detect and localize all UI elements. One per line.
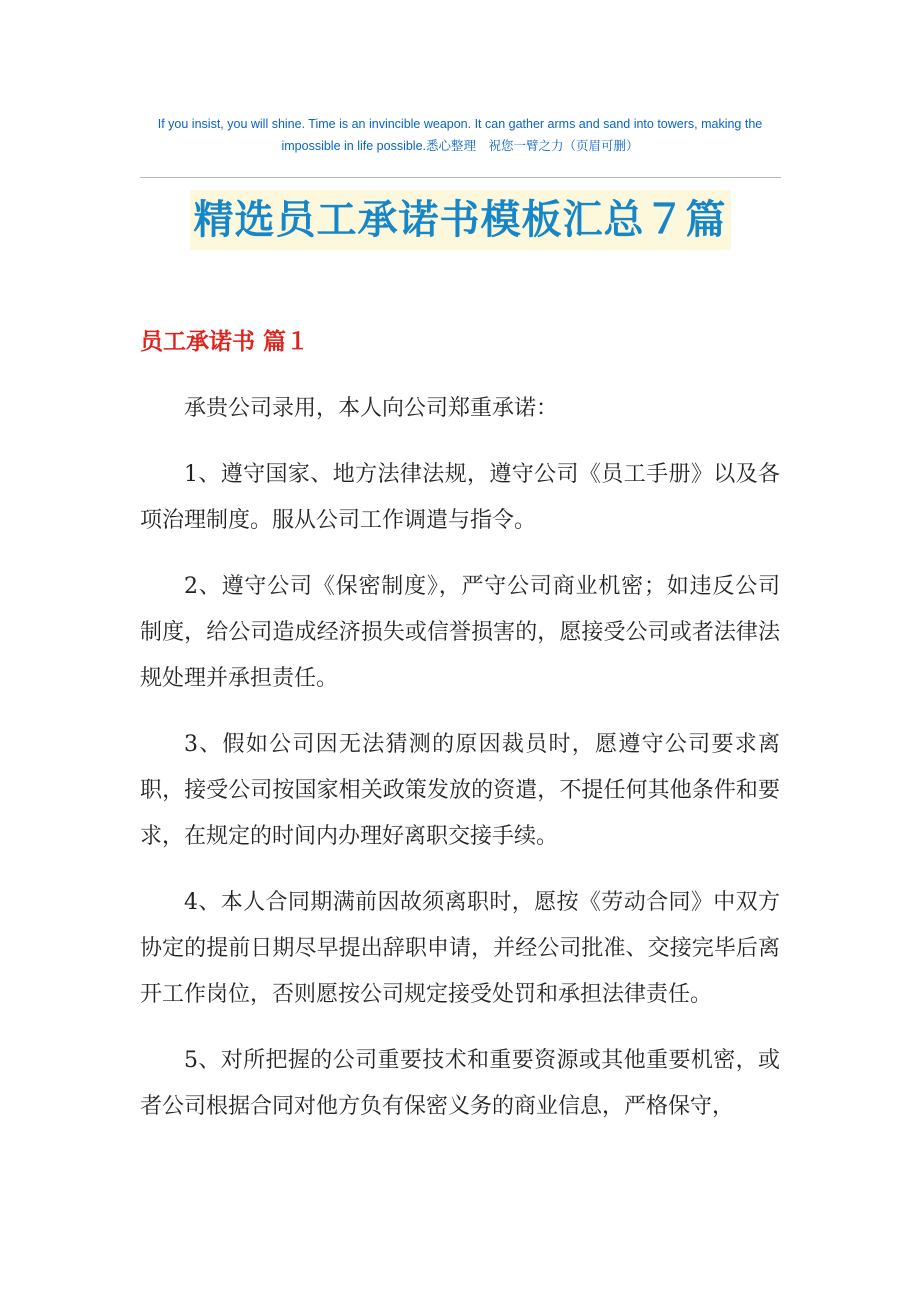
title-container [0,190,920,250]
paragraph-item-2: 2、遵守公司《保密制度》，严守公司商业机密；如违反公司制度，给公司造成经济损失或信誉损害的，愿接受公司或者法律法规处理并承担责任。 [140,574,780,691]
paragraph-item-3: 3、假如公司因无法猜测的原因裁员时，愿遵守公司要求离职，接受公司按国家相关政策发放的资遣，不提任何其他条件和要求，在规定的时间内办理好离职交接手续。 [140,732,780,849]
section-heading: 员工承诺书 篇１ [140,328,310,355]
header-quote-line-2: impossible in life possible.悉心整理 祝您一臂之力（页眉可删） [281,139,639,153]
paragraph-item-5: 5、对所把握的公司重要技术和重要资源或其他重要机密，或者公司根据合同对他方负有保密义务的商业信息，严格保守， [140,1048,780,1119]
document-body [140,386,780,1150]
paragraph-intro: 承贵公司录用，本人向公司郑重承诺： [184,396,559,421]
document-title: 精选员工承诺书模板汇总７篇 [190,190,731,250]
paragraph-item-1: 1、遵守国家、地方法律法规，遵守公司《员工手册》以及各项治理制度。服从公司工作调遣与指令。 [140,462,780,533]
header-divider [140,177,781,178]
paragraph-item-4: 4、本人合同期满前因故须离职时，愿按《劳动合同》中双方协定的提前日期尽早提出辞职申请，并经公司批准、交接完毕后离开工作岗位，否则愿按公司规定接受处罚和承担法律责任。 [140,890,780,1007]
header-quote-line-1: If you insist, you will shine. Time is an invincible weapon. It can gather arms and sand into towers, making the [157,117,763,131]
